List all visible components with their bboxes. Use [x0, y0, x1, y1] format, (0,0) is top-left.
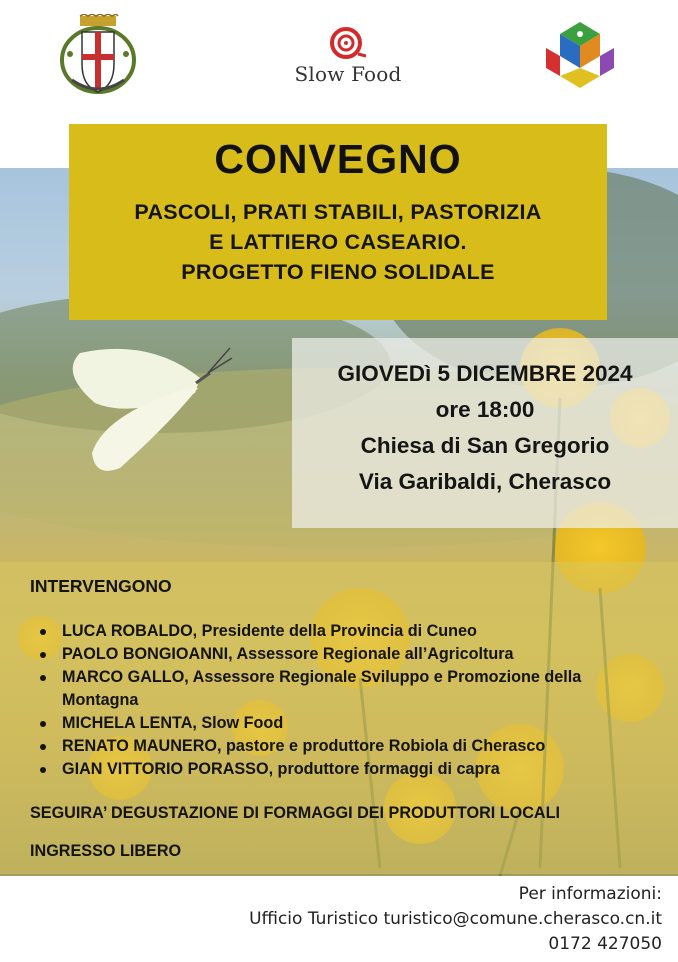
list-item: LUCA ROBALDO, Presidente della Provincia di Cuneo	[40, 620, 660, 643]
subtitle-line: PROGETTO FIENO SOLIDALE	[181, 260, 495, 284]
contact-email: Ufficio Turistico turistico@comune.cherasco.cn.it	[249, 909, 662, 929]
list-item: PAOLO BONGIOANNI, Assessore Regionale all’Agricoltura	[40, 643, 660, 666]
contact-phone: 0172 427050	[548, 934, 662, 954]
event-address: Via Garibaldi, Cherasco	[358, 469, 612, 494]
event-heading: CONVEGNO	[214, 136, 462, 182]
speakers-list	[40, 620, 660, 781]
list-item: RENATO MAUNERO, pastore e produttore Robiola di Cherasco	[40, 735, 660, 758]
slow-food-wordmark: Slow Food	[294, 62, 402, 86]
speakers-heading: INTERVENGONO	[30, 576, 172, 596]
subtitle-line: E LATTIERO CASEARIO.	[209, 230, 467, 254]
list-item: MARCO GALLO, Assessore Regionale Sviluppo e Promozione della Montagna	[40, 666, 660, 712]
cube-logo-icon	[540, 18, 620, 96]
speakers-section	[0, 562, 678, 874]
snail-icon	[328, 26, 368, 60]
footer-contact	[0, 876, 678, 962]
event-subtitle	[69, 197, 607, 287]
city-crest-icon	[58, 14, 138, 96]
list-item: MICHELA LENTA, Slow Food	[40, 712, 660, 735]
event-time: ore 18:00	[435, 397, 535, 422]
event-date: GIOVEDì 5 DICEMBRE 2024	[337, 361, 633, 386]
title-box	[69, 124, 607, 320]
event-venue: Chiesa di San Gregorio	[360, 433, 610, 458]
entry-note: INGRESSO LIBERO	[30, 842, 182, 860]
slow-food-logo	[288, 26, 408, 86]
tasting-note: SEGUIRA’ DEGUSTAZIONE DI FORMAGGI DEI PRODUTTORI LOCALI	[30, 804, 561, 822]
contact-label: Per informazioni:	[518, 884, 662, 904]
event-details	[292, 338, 678, 528]
subtitle-line: PASCOLI, PRATI STABILI, PASTORIZIA	[134, 200, 542, 224]
list-item: GIAN VITTORIO PORASSO, produttore formaggi di capra	[40, 758, 660, 781]
